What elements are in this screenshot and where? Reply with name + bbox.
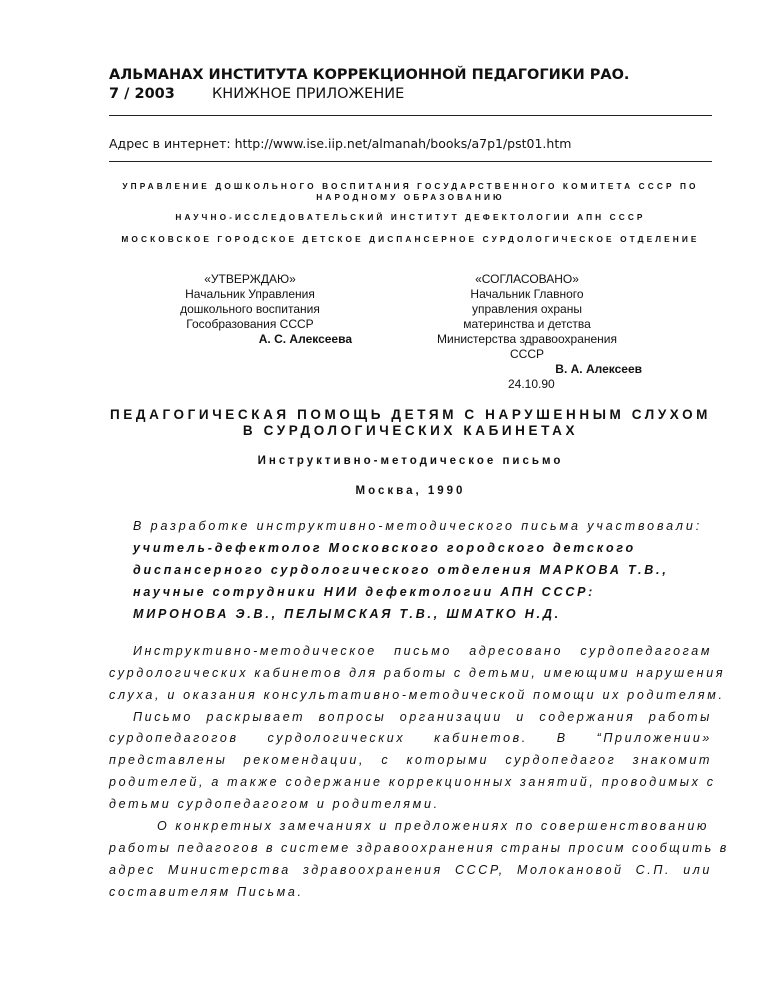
approve-right-line: материнства и детства: [463, 317, 591, 331]
body-line: [109, 863, 712, 877]
body-line: работы педагогов в системе здравоохранения страны просим сообщить в: [109, 841, 729, 855]
word: Министерства: [168, 863, 291, 877]
word: С.П.: [635, 863, 672, 877]
approve-left-heading: «УТВЕРЖДАЮ»: [204, 272, 296, 286]
approve-left-signature: А. С. Алексеева: [258, 332, 352, 346]
document-title-line-2: В СУРДОЛОГИЧЕСКИХ КАБИНЕТАХ: [242, 423, 579, 438]
word: СССР,: [454, 863, 505, 877]
body-line: детьми сурдопедагогом и родителями.: [109, 797, 440, 811]
approve-block-right: [422, 272, 642, 392]
org-line-3: МОСКОВСКОЕ ГОРОДСКОЕ ДЕТСКОЕ ДИСПАНСЕРНОЕ СУРДОЛОГИЧЕСКОЕ ОТДЕЛЕНИЕ: [121, 234, 700, 244]
approve-right-date: 24.10.90: [508, 377, 555, 391]
header-divider-bottom: [109, 161, 712, 162]
address-link[interactable]: http://www.ise.iip.net/almanah/books/a7p1/pst01.htm: [234, 136, 572, 151]
body-line: О конкретных замечаниях и предложениях по совершенствованию: [157, 819, 709, 833]
word: Инструктивно-методическое: [133, 644, 377, 658]
word: сурдологических: [267, 731, 406, 745]
word: работы: [648, 710, 712, 724]
word: сурдопедагогам: [580, 644, 712, 658]
word: сурдопедагогов: [109, 731, 239, 745]
word: с: [381, 753, 391, 767]
approve-right-line: СССР: [509, 347, 544, 361]
approve-right-heading: «СОГЛАСОВАНО»: [475, 272, 579, 286]
word: вопросы: [318, 710, 387, 724]
word: содержания: [539, 710, 636, 724]
approve-right-line: Начальник Главного: [470, 287, 584, 301]
word: Молокановой: [517, 863, 624, 877]
org-line-2: НАУЧНО-ИССЛЕДОВАТЕЛЬСКИЙ ИНСТИТУТ ДЕФЕКТОЛОГИИ АПН СССР: [175, 212, 646, 222]
word: или: [683, 863, 712, 877]
approve-left-line: Начальник Управления: [185, 287, 315, 301]
authors-intro: В разработке инструктивно-методического письма участвовали:: [133, 519, 703, 533]
org-line-1a: УПРАВЛЕНИЕ ДОШКОЛЬНОГО ВОСПИТАНИЯ ГОСУДАРСТВЕННОГО КОМИТЕТА СССР ПО: [122, 181, 699, 191]
address-label: Адрес в интернет:: [109, 136, 231, 151]
authors-line: научные сотрудники НИИ дефектологии АПН СССР:: [133, 585, 596, 599]
approve-right-line: управления охраны: [472, 302, 582, 316]
body-line: слуха, и оказания консультативно-методической помощи их родителям.: [109, 688, 725, 702]
body-line: [133, 644, 712, 658]
word: сурдопедагог: [505, 753, 617, 767]
issue-number: 7 / 2003: [109, 86, 175, 102]
word: которыми: [406, 753, 490, 767]
document-place-year: Москва, 1990: [355, 485, 466, 497]
approve-right-line: Министерства здравоохранения: [437, 332, 617, 346]
supplement-label: КНИЖНОЕ ПРИЛОЖЕНИЕ: [212, 86, 405, 102]
body-line: родителей, а также содержание коррекционных занятий, проводимых с: [109, 775, 716, 789]
document-subtitle: Инструктивно-методическое письмо: [257, 455, 564, 467]
authors-line: МИРОНОВА Э.В., ПЕЛЫМСКАЯ Т.В., ШМАТКО Н.Д.: [133, 607, 561, 621]
body-line: [109, 753, 712, 767]
word: здравоохранения: [302, 863, 443, 877]
word: рекомендации,: [243, 753, 366, 767]
word: знакомит: [632, 753, 712, 767]
word: В: [556, 731, 568, 745]
authors-line: учитель-дефектолог Московского городского детского: [133, 541, 636, 555]
word: адресовано: [469, 644, 564, 658]
word: и: [516, 710, 526, 724]
address-line: [109, 136, 571, 151]
word: кабинетов.: [434, 731, 528, 745]
word: организации: [399, 710, 503, 724]
approve-left-line: дошкольного воспитания: [180, 302, 320, 316]
almanac-title: АЛЬМАНАХ ИНСТИТУТА КОРРЕКЦИОННОЙ ПЕДАГОГИКИ РАО.: [109, 67, 630, 83]
approve-block-left: [160, 272, 352, 347]
header-divider-top: [109, 115, 712, 116]
document-title-line-1: ПЕДАГОГИЧЕСКАЯ ПОМОЩЬ ДЕТЯМ С НАРУШЕННЫМ СЛУХОМ: [109, 407, 712, 422]
word: письмо: [394, 644, 452, 658]
approve-right-signature: В. А. Алексеев: [555, 362, 642, 376]
body-line: сурдологических кабинетов для работы с детьми, имеющими нарушения: [109, 666, 726, 680]
body-line: составителям Письма.: [109, 885, 304, 899]
authors-line: диспансерного сурдологического отделения МАРКОВА Т.В.,: [133, 563, 669, 577]
org-line-1b: НАРОДНОМУ ОБРАЗОВАНИЮ: [316, 192, 505, 202]
word: представлены: [109, 753, 228, 767]
body-line: [133, 710, 712, 724]
body-line: [109, 731, 712, 745]
word: Письмо: [133, 710, 193, 724]
approve-left-line: Гособразования СССР: [186, 317, 314, 331]
word: раскрывает: [206, 710, 306, 724]
word: адрес: [109, 863, 156, 877]
word: “Приложении»: [596, 731, 712, 745]
